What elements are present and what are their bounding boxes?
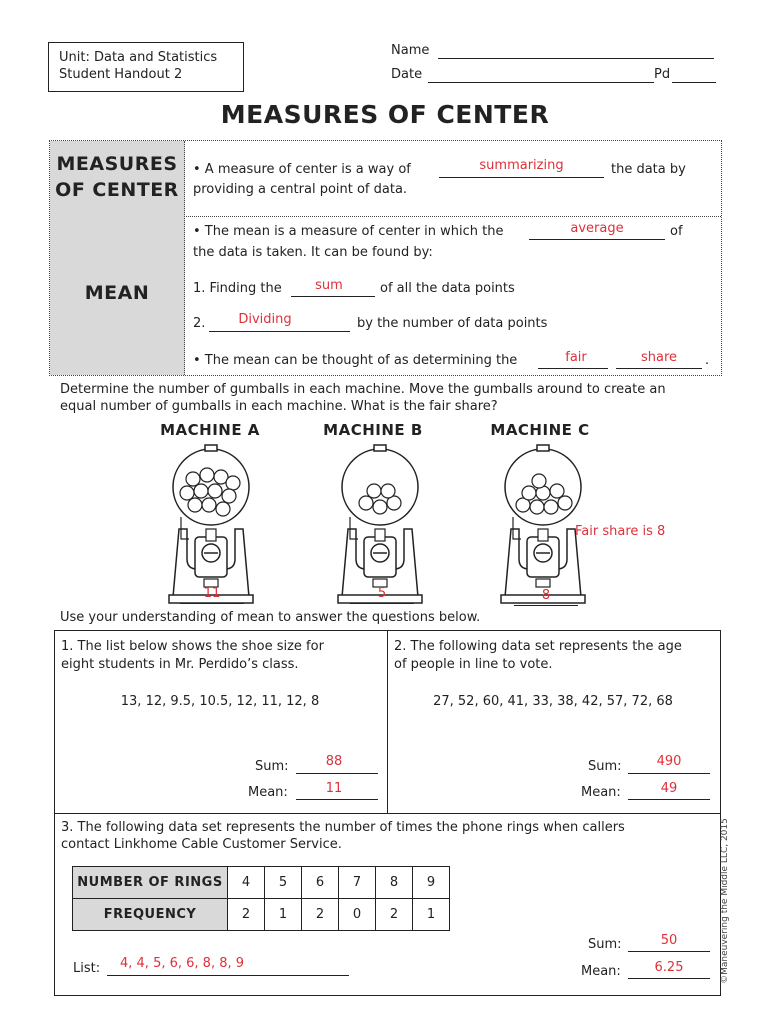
- unit-title: Unit: Data and Statistics: [59, 50, 218, 65]
- table-cell: 2: [228, 899, 265, 931]
- date-label: Date: [391, 67, 423, 82]
- gumball-instructions-1: Determine the number of gumballs in each machine. Move the gumballs around to create an: [60, 382, 666, 397]
- machine-b-blank: [350, 603, 414, 604]
- measure-def-pre: • A measure of center is a way of: [193, 162, 411, 177]
- machine-c-answer: 8: [541, 588, 551, 603]
- machine-b-label: MACHINE B: [323, 421, 423, 439]
- q3-sum-answer: 50: [660, 933, 678, 948]
- machine-b-answer: 5: [377, 586, 387, 601]
- fair-answer: fair: [565, 350, 587, 365]
- machine-c-blank: [514, 605, 578, 606]
- frequency-header: FREQUENCY: [73, 899, 228, 931]
- q3-mean-answer: 6.25: [654, 960, 684, 975]
- q1-mean-label: Mean:: [248, 785, 288, 800]
- table-cell: 2: [376, 899, 413, 931]
- machine-b-icon: [338, 445, 422, 603]
- table-row: [73, 899, 450, 931]
- q2-mean-label: Mean:: [581, 785, 621, 800]
- table-row: [73, 867, 450, 899]
- step2-answer: Dividing: [238, 312, 292, 327]
- q2-prompt-1: 2. The following data set represents the age: [394, 639, 682, 654]
- machine-a-answer: 11: [203, 586, 221, 601]
- machine-a-icon: [169, 445, 253, 603]
- step2-pre: 2.: [193, 316, 206, 331]
- period-label: Pd: [654, 67, 671, 82]
- q-horizontal-divider: [55, 813, 720, 814]
- q1-sum-label: Sum:: [255, 759, 289, 774]
- measures-label-1: MEASURES: [56, 153, 178, 175]
- q1-data: 13, 12, 9.5, 10.5, 12, 11, 12, 8: [120, 694, 320, 709]
- measure-def-answer: summarizing: [479, 158, 564, 173]
- table-cell: 9: [413, 867, 450, 899]
- name-label: Name: [391, 43, 430, 58]
- q1-prompt-1: 1. The list below shows the shoe size for: [61, 639, 324, 654]
- table-cell: 5: [265, 867, 302, 899]
- table-cell: 6: [302, 867, 339, 899]
- step1-post: of all the data points: [380, 281, 515, 296]
- mean-def-answer: average: [570, 221, 624, 236]
- q2-sum-answer: 490: [656, 754, 682, 769]
- q3-mean-blank: [628, 978, 710, 979]
- handout-number: Student Handout 2: [59, 67, 183, 82]
- q2-mean-answer: 49: [660, 781, 678, 796]
- q2-prompt-2: of people in line to vote.: [394, 657, 553, 672]
- measure-def-line2: providing a central point of data.: [193, 182, 408, 197]
- step2-post: by the number of data points: [357, 316, 548, 331]
- step1-answer: sum: [315, 278, 343, 293]
- machine-a-label: MACHINE A: [160, 421, 260, 439]
- q3-list-label: List:: [73, 961, 101, 976]
- machine-a-blank: [180, 603, 244, 604]
- q2-mean-blank: [628, 799, 710, 800]
- table-cell: 2: [302, 899, 339, 931]
- mean-def-pre: • The mean is a measure of center in which the: [193, 224, 504, 239]
- share-answer: share: [640, 350, 678, 365]
- table-cell: 4: [228, 867, 265, 899]
- machine-c-label: MACHINE C: [490, 421, 590, 439]
- mean-label: MEAN: [84, 282, 150, 304]
- page-title: MEASURES OF CENTER: [220, 100, 550, 129]
- q3-prompt-2: contact Linkhome Cable Customer Service.: [61, 837, 342, 852]
- copyright-notice: ©Maneuvering the Middle LLC, 2015: [720, 818, 730, 984]
- table-cell: 0: [339, 899, 376, 931]
- machine-c-icon: [501, 445, 585, 603]
- q2-sum-label: Sum:: [588, 759, 622, 774]
- table-cell: 8: [376, 867, 413, 899]
- q2-data: 27, 52, 60, 41, 33, 38, 42, 57, 72, 68: [433, 694, 673, 709]
- q1-mean-blank: [296, 799, 378, 800]
- q3-sum-blank: [628, 951, 710, 952]
- q3-mean-label: Mean:: [581, 964, 621, 979]
- q-vertical-divider: [387, 631, 388, 813]
- q2-sum-blank: [628, 773, 710, 774]
- measures-label-2: OF CENTER: [55, 179, 179, 201]
- fair-share-note: Fair share is 8: [575, 524, 666, 539]
- frequency-table: [72, 866, 450, 931]
- gumball-instructions-2: equal number of gumballs in each machine. What is the fair share?: [60, 399, 498, 414]
- mean-def-post: of: [670, 224, 683, 239]
- q3-list-answer: 4, 4, 5, 6, 6, 8, 8, 9: [120, 956, 245, 971]
- q1-sum-answer: 88: [325, 754, 343, 769]
- step1-pre: 1. Finding the: [193, 281, 282, 296]
- fair-share-pre: • The mean can be thought of as determining the: [193, 353, 518, 368]
- measure-def-post: the data by: [611, 162, 686, 177]
- q3-prompt-1: 3. The following data set represents the number of times the phone rings when callers: [61, 820, 625, 835]
- q3-list-blank: [107, 975, 349, 976]
- rings-header: NUMBER OF RINGS: [73, 867, 228, 899]
- table-cell: 1: [413, 899, 450, 931]
- table-cell: 1: [265, 899, 302, 931]
- q3-sum-label: Sum:: [588, 937, 622, 952]
- q1-prompt-2: eight students in Mr. Perdido’s class.: [61, 657, 299, 672]
- q1-sum-blank: [296, 773, 378, 774]
- use-mean-instructions: Use your understanding of mean to answer the questions below.: [60, 610, 481, 625]
- fair-share-post: .: [705, 353, 710, 368]
- q1-mean-answer: 11: [325, 781, 343, 796]
- mean-def-line2: the data is taken. It can be found by:: [193, 245, 433, 260]
- table-cell: 7: [339, 867, 376, 899]
